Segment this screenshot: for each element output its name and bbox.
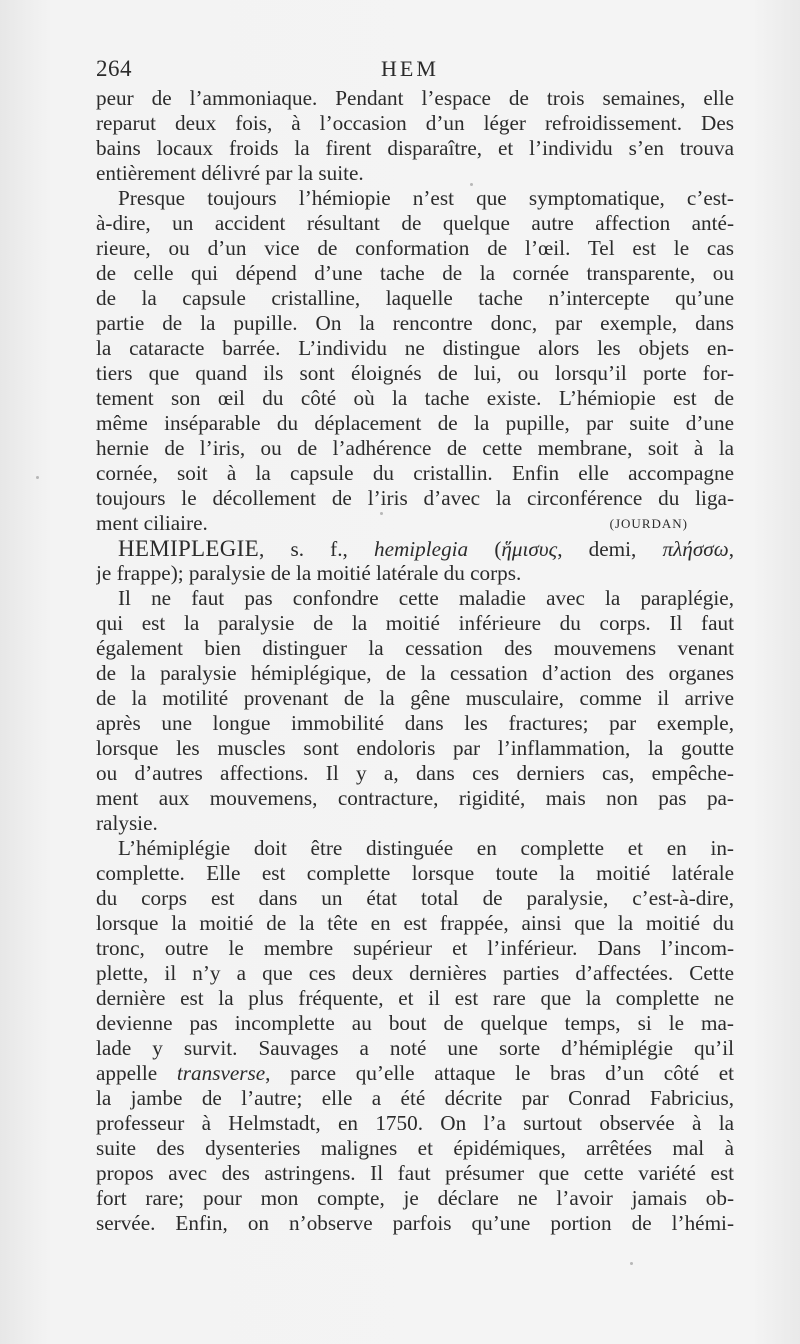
text-line: de la capsule cristalline, laquelle tache n’intercepte qu’une	[96, 286, 734, 310]
italic-term: transverse	[176, 1061, 266, 1085]
paper-speck	[470, 183, 473, 186]
text-line: après une longue immobilité dans les fractures; par exemple,	[96, 711, 734, 735]
text-line: ment aux mouvemens, contracture, rigidité, mais non pas pa-	[96, 786, 734, 810]
text-fragment: , parce qu’elle attaque le bras d’un côté et	[265, 1061, 734, 1085]
entry-latin-term: hemiplegia	[374, 537, 469, 561]
text-line: ou d’autres affections. Il y a, dans ces derniers cas, empêche-	[96, 761, 734, 785]
entry-punctuation: ,	[728, 537, 734, 561]
text-line: bains locaux froids la firent disparaître, et l’individu s’en trouva	[96, 136, 734, 160]
entry-greek-term: πλήσσω	[662, 537, 729, 561]
text-line	[96, 1061, 734, 1086]
text-line: lade y survit. Sauvages a noté une sorte d’hémiplégie qu’il	[96, 1036, 734, 1060]
text-line	[96, 511, 734, 536]
text-line: dernière est la plus fréquente, et il est rare que la complette ne	[96, 986, 734, 1010]
text-line: également bien distinguer la cessation des mouvemens venant	[96, 636, 734, 660]
text-line: peur de l’ammoniaque. Pendant l’espace de trois semaines, elle	[96, 86, 734, 110]
entry-grammar: , s. f.,	[258, 537, 374, 561]
paper-speck	[630, 1262, 633, 1265]
text-line: suite des dysenteries malignes et épidémiques, arrêtées mal à	[96, 1136, 734, 1160]
paper-speck	[36, 476, 39, 479]
text-line: ralysie.	[96, 811, 158, 835]
text-fragment: ment ciliaire.	[96, 511, 208, 535]
text-line: reparut deux fois, à l’occasion d’un léger refroidissement. Des	[96, 111, 734, 135]
paper-speck	[380, 512, 383, 515]
text-line: plette, il n’y a que ces deux dernières parties d’affectées. Cette	[96, 961, 734, 985]
entry-etymology-open: (	[468, 537, 502, 561]
text-line: lorsque les muscles sont endoloris par l’inflammation, la goutte	[96, 736, 734, 760]
entry-headword: HEMIPLEGIE	[118, 536, 259, 561]
author-signature: (JOURDAN)	[609, 516, 688, 531]
text-line: entièrement délivré par la suite.	[96, 161, 364, 185]
page-header	[96, 56, 706, 90]
text-line: partie de la pupille. On la rencontre donc, par exemple, dans	[96, 311, 734, 335]
body-text	[96, 86, 734, 1236]
text-line: fort rare; pour mon compte, je déclare ne l’avoir jamais ob-	[96, 1186, 734, 1210]
text-line: qui est la paralysie de la moitié inférieure du corps. Il faut	[96, 611, 734, 635]
text-line: tiers que quand ils sont éloignés de lui, ou lorsqu’il porte for-	[96, 361, 734, 385]
text-line: complette. Elle est complette lorsque toute la moitié latérale	[96, 861, 734, 885]
entry-greek-term: ἥμισυς	[501, 537, 558, 561]
text-line: professeur à Helmstadt, en 1750. On l’a surtout observée à la	[96, 1111, 734, 1135]
text-line: je frappe); paralysie de la moitié latérale du corps.	[96, 561, 522, 585]
text-line: tement son œil du côté où la tache existe. L’hémiopie est de	[96, 386, 734, 410]
text-line: servée. Enfin, on n’observe parfois qu’une portion de l’hémi-	[96, 1211, 734, 1235]
text-fragment: appelle	[96, 1061, 177, 1085]
text-line: à-dire, un accident résultant de quelque autre affection anté-	[96, 211, 734, 235]
text-line: de celle qui dépend d’une tache de la cornée transparente, ou	[96, 261, 734, 285]
text-line: la cataracte barrée. L’individu ne distingue alors les objets en-	[96, 336, 734, 360]
text-line: rieure, ou d’un vice de conformation de l’œil. Tel est le cas	[96, 236, 734, 260]
text-line: de la paralysie hémiplégique, de la cessation d’action des organes	[96, 661, 734, 685]
entry-gloss: , demi,	[557, 537, 663, 561]
text-line: du corps est dans un état total de paralysie, c’est-à-dire,	[96, 886, 734, 910]
page-number: 264	[96, 56, 132, 81]
running-head: HEM	[381, 56, 439, 81]
text-line: L’hémiplégie doit être distinguée en complette et en in-	[118, 836, 734, 860]
text-line: toujours le décollement de l’iris d’avec la circonférence du liga-	[96, 486, 734, 510]
text-line: lorsque la moitié de la tête en est frappée, ainsi que la moitié du	[96, 911, 734, 935]
text-line: Il ne faut pas confondre cette maladie avec la paraplégie,	[118, 586, 734, 610]
text-line: propos avec des astringens. Il faut présumer que cette variété est	[96, 1161, 734, 1185]
text-line: devienne pas incomplette au bout de quelque temps, si le ma-	[96, 1011, 734, 1035]
text-line: même inséparable du déplacement de la pupille, par suite d’une	[96, 411, 734, 435]
text-line: hernie de l’iris, ou de l’adhérence de cette membrane, soit à la	[96, 436, 734, 460]
text-line: Presque toujours l’hémiopie n’est que symptomatique, c’est-	[118, 186, 734, 210]
text-line: la jambe de l’autre; elle a été décrite par Conrad Fabricius,	[96, 1086, 734, 1110]
text-line: de la motilité provenant de la gêne musculaire, comme il arrive	[96, 686, 734, 710]
text-line: cornée, soit à la capsule du cristallin. Enfin elle accompagne	[96, 461, 734, 485]
text-line: tronc, outre le membre supérieur et l’inférieur. Dans l’incom-	[96, 936, 734, 960]
entry-heading-line	[96, 536, 734, 561]
